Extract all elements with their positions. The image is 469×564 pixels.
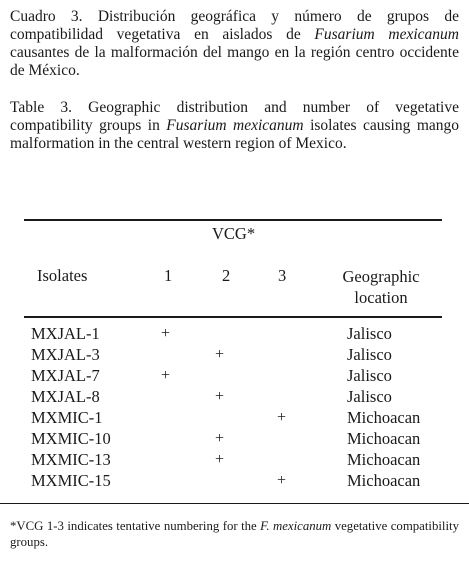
caption-spanish (10, 8, 459, 80)
table-header-rule (24, 316, 442, 318)
table-row (0, 429, 469, 450)
isolate-name: MXJAL-8 (31, 387, 100, 406)
caption-es-species: Fusarium mexicanum (314, 26, 459, 43)
column-header-isolates: Isolates (37, 266, 88, 285)
table-row (0, 471, 469, 492)
column-header-vcg-1: 1 (164, 266, 173, 285)
geographic-location: Jalisco (347, 366, 392, 385)
geographic-location: Jalisco (347, 387, 392, 406)
vcg-group-header: VCG* (212, 224, 256, 243)
isolate-name: MXMIC-1 (31, 408, 103, 427)
geographic-location: Michoacan (347, 471, 421, 490)
vcg-mark: + (277, 472, 287, 489)
geographic-location: Jalisco (347, 345, 392, 364)
table-footnote (10, 518, 459, 550)
isolate-name: MXMIC-13 (31, 450, 111, 469)
vcg-mark: + (215, 430, 225, 447)
table-bottom-rule (0, 503, 469, 504)
table-row (0, 366, 469, 387)
table-row (0, 387, 469, 408)
caption-es-text-1: Cuadro 3. Distribución geográfica y número de grupos de compatibilidad vegetativa en aislados de (10, 8, 459, 43)
caption-en-species: Fusarium mexicanum (166, 117, 304, 134)
geographic-location: Jalisco (347, 324, 392, 343)
column-header-vcg-3: 3 (278, 266, 287, 285)
vcg-mark: + (215, 346, 225, 363)
geographic-location: Michoacan (347, 408, 421, 427)
table-row (0, 450, 469, 471)
isolate-name: MXJAL-3 (31, 345, 100, 364)
caption-en-text-1: Table 3. Geographic distribution and number of vegetative compatibility groups in (10, 99, 459, 134)
footnote-species: F. mexicanum (260, 519, 332, 533)
isolate-name: MXMIC-10 (31, 429, 111, 448)
column-header-geographic-location: Geographic location (342, 267, 420, 307)
geographic-location: Michoacan (347, 450, 421, 469)
caption-es-text-2: causantes de la malformación del mango en la región centro occidente de México. (10, 44, 459, 79)
caption-en-text-2: isolates causing mango malformation in the central western region of Mexico. (10, 117, 460, 152)
footnote-text-1: *VCG 1-3 indicates tentative numbering for the (10, 519, 261, 533)
footnote-text-2: vegetative compatibility groups. (10, 519, 459, 549)
table-row (0, 345, 469, 366)
isolate-name: MXMIC-15 (31, 471, 111, 490)
vcg-mark: + (215, 451, 225, 468)
caption-english (10, 99, 459, 153)
isolate-name: MXJAL-1 (31, 324, 100, 343)
vcg-mark: + (215, 388, 225, 405)
table-top-rule (24, 219, 442, 221)
table-row (0, 324, 469, 345)
column-header-vcg-2: 2 (222, 266, 231, 285)
table-row (0, 408, 469, 429)
vcg-mark: + (277, 409, 287, 426)
vcg-mark: + (161, 325, 171, 342)
isolate-name: MXJAL-7 (31, 366, 100, 385)
geographic-location: Michoacan (347, 429, 421, 448)
vcg-mark: + (161, 367, 171, 384)
